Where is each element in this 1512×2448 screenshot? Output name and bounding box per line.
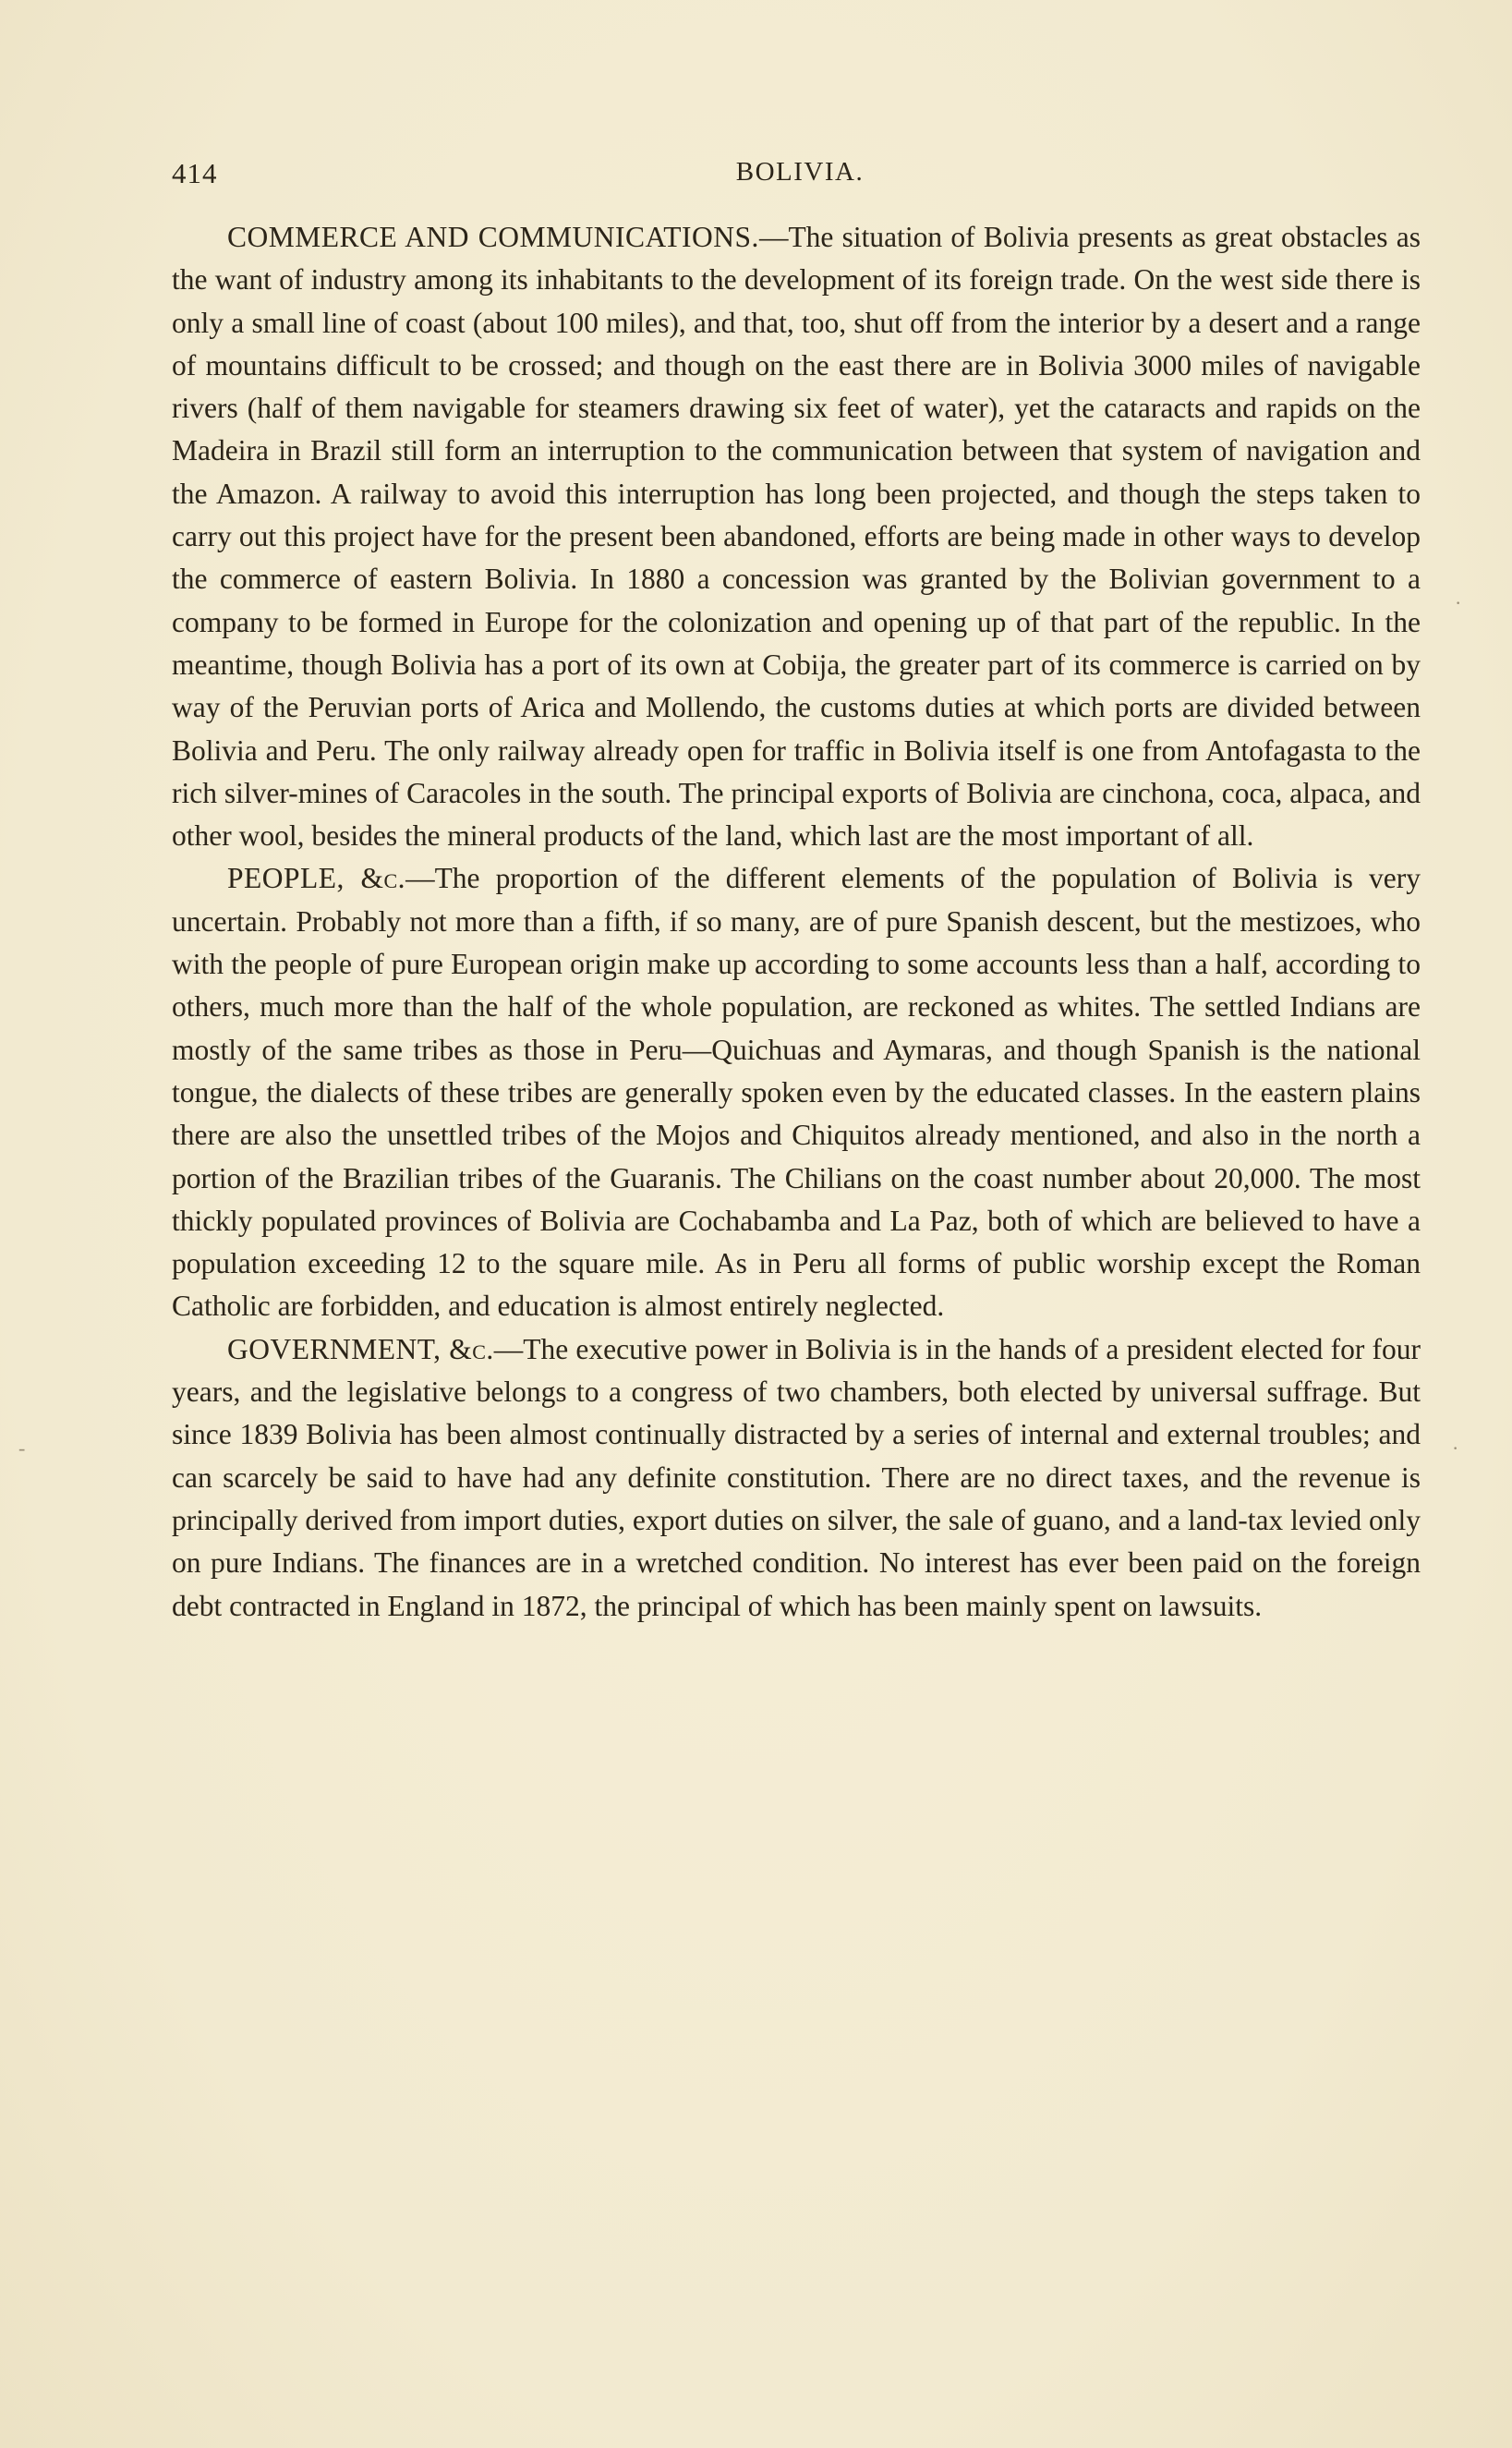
paragraph-text: —The executive power in Bolivia is in the hands of a president elected for four years, and the legislative belongs to a congress of two chambers, both elected by universal suffrage. But since 1839 Bolivia has been almost continually distracted by a series of internal and external troubles; and can scarcely be said to have had any definite constitution. There are no direct taxes, and the revenue is principally derived from import duties, export duties on silver, the sale of guano, and a land-tax levied only on pure Indians. The finances are in a wretched condition. No interest has ever been paid on the foreign debt contracted in England in 1872, the principal of which has been mainly spent on lawsuits.	[172, 1332, 1421, 1622]
body-text	[172, 216, 1421, 1628]
paragraph-text: —The proportion of the different elements of the population of Bolivia is very uncertain. Probably not more than a fifth, if so many, are of pure Spanish descent, but the mestizoes, who with the people of pure European origin make up according to some accounts less than a half, according to others, much more than the half of the whole population, are reckoned as whites. The settled Indians are mostly of the same tribes as those in Peru—Quichuas and Aymaras, and though Spanish is the national tongue, the dialects of these tribes are generally spoken even by the educated classes. In the eastern plains there are also the unsettled tribes of the Mojos and Chiquitos already mentioned, and also in the north a portion of the Brazilian tribes of the Guaranis. The Chilians on the coast number about 20,000. The most thickly populated provinces of Bolivia are Cochabamba and La Paz, both of which are believed to have a population exceeding 12 to the square mile. As in Peru all forms of public worship except the Roman Catholic are forbidden, and education is almost entirely neglected.	[172, 862, 1421, 1323]
paragraph-commerce	[172, 216, 1421, 857]
margin-speck: ·	[1455, 591, 1462, 614]
page-number: 414	[172, 157, 218, 189]
page-title: BOLIVIA.	[735, 157, 865, 187]
paragraph-government	[172, 1328, 1421, 1628]
margin-speck: ·	[1452, 1436, 1459, 1460]
section-heading: PEOPLE, &c.	[227, 862, 406, 895]
section-heading: GOVERNMENT, &c.	[227, 1332, 494, 1365]
running-header	[172, 157, 1428, 194]
paragraph-text: —The situation of Bolivia presents as great obstacles as the want of industry among its inhabitants to the development of its foreign trade. On the west side there is only a small line of coast (about 100 miles), and that, too, shut off from the interior by a desert and a range of mountains difficult to be crossed; and though on the east there are in Bolivia 3000 miles of navigable rivers (half of them navigable for steamers drawing six feet of water), yet the cataracts and rapids on the Madeira in Brazil still form an interruption to the communication between that system of navigation and the Amazon. A railway to avoid this interruption has long been projected, and though the steps taken to carry out this project have for the present been abandoned, efforts are being made in other ways to develop the commerce of eastern Bolivia. In 1880 a concession was granted by the Bolivian government to a company to be formed in Europe for the colonization and opening up of that part of the republic. In the meantime, though Bolivia has a port of its own at Cobija, the greater part of its commerce is carried on by way of the Peruvian ports of Arica and Mollendo, the customs duties at which ports are divided between Bolivia and Peru. The only railway already open for traffic in Bolivia itself is one from Antofagasta to the rich silver-mines of Caracoles in the south. The principal exports of Bolivia are cinchona, coca, alpaca, and other wool, besides the mineral products of the land, which last are the most important of all.	[172, 221, 1421, 853]
section-heading: COMMERCE AND COMMUNICATIONS.	[227, 221, 759, 253]
margin-speck: -	[18, 1436, 26, 1460]
paragraph-people	[172, 857, 1421, 1327]
